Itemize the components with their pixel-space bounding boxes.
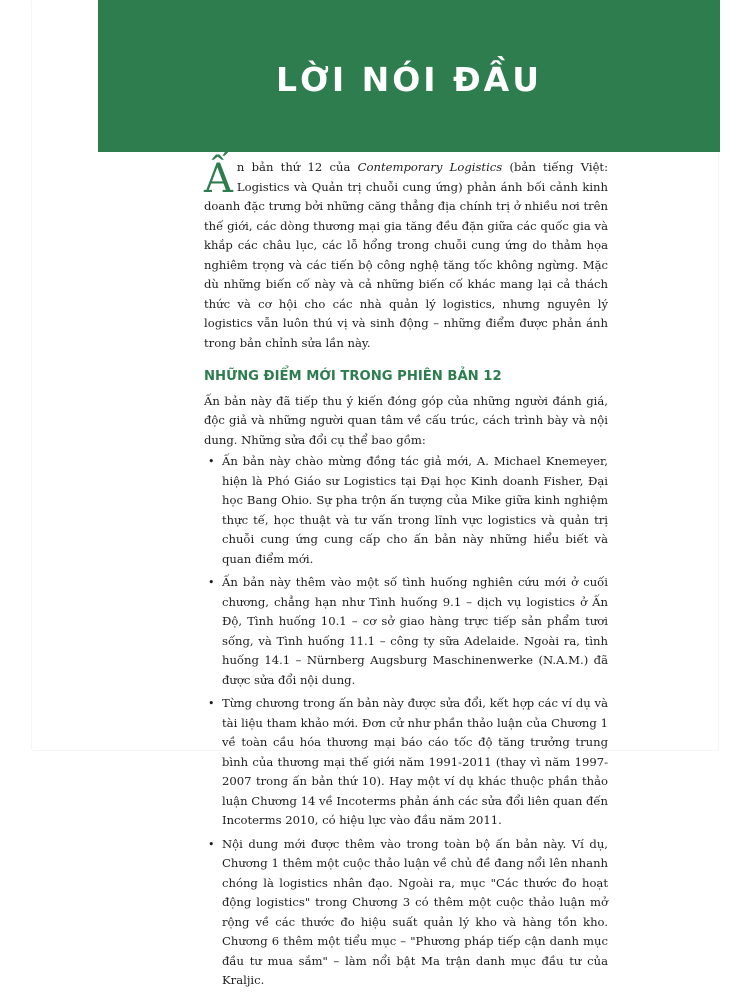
bullet-text: Ấn bản này chào mừng đồng tác giả mới, A. Michael Knemeyer, hiện là Phó Giáo sư Logistics tại Đại học Kinh doanh Fisher, Đại học Bang Ohio. Sự pha trộn ấn tượng của Mike giữa kinh nghiệm thực tế, học thuật và tư vấn trong lĩnh vực logistics và quản trị chuỗi cung ứng cung cấp cho ấn bản này những hiểu biết và quan điểm mới.: [222, 454, 608, 566]
section-intro-paragraph: Ấn bản này đã tiếp thu ý kiến đóng góp của những người đánh giá, độc giả và những người quan tâm về cấu trúc, cách trình bày và nội dung. Những sửa đổi cụ thể bao gồm:: [204, 393, 608, 447]
bullet-list: [204, 452, 608, 991]
bullet-icon: •: [208, 697, 215, 710]
bullet-icon: •: [208, 455, 215, 468]
book-title: Contemporary Logistics: [357, 160, 503, 174]
body-content: [204, 158, 608, 995]
intro-text-rest: (bản tiếng Việt: Logistics và Quản trị chuỗi cung ứng) phản ánh bối cảnh kinh doanh đặc trưng bởi những căng thẳng địa chính trị ở nhiều nơi trên thế giới, các dòng thương mại gia tăng đều đặn giữa các quốc gia và khắp các châu lục, các lỗ hổng trong chuỗi cung ứng do thảm họa nghiêm trọng và các tiến bộ công nghệ tăng tốc không ngừng. Mặc dù những biến cố này và cả những biến cố khác mang lại cả thách thức và cơ hội cho các nhà quản lý logistics, nhưng nguyên lý logistics vẫn luôn thú vị và sinh động – những điểm được phản ánh trong bản chỉnh sửa lần này.: [204, 160, 608, 350]
section-heading: NHỮNG ĐIỂM MỚI TRONG PHIÊN BẢN 12: [204, 369, 502, 384]
bullet-text: Ấn bản này thêm vào một số tình huống nghiên cứu mới ở cuối chương, chẳng hạn như Tình huống 9.1 – dịch vụ logistics ở Ấn Độ, Tình huống 10.1 – cơ sở giao hàng trực tiếp sản phẩm tươi sống, và Tình huống 11.1 – công ty sữa Adelaide. Ngoài ra, tình huống 14.1 – Nürnberg Augsburg Maschinenwerke (N.A.M.) đã được sửa đổi nội dung.: [222, 575, 608, 687]
drop-cap: Ấ: [204, 156, 233, 202]
bullet-icon: •: [208, 837, 215, 851]
title-banner: [98, 0, 720, 152]
intro-text-start: n bản thứ 12 của: [236, 160, 358, 174]
bullet-item: [208, 573, 608, 690]
bullet-item: [208, 835, 608, 991]
page-title: LỜI NÓI ĐẦU: [275, 60, 543, 99]
bullet-item: [208, 452, 608, 569]
bullet-icon: •: [208, 576, 215, 589]
bullet-text: Từng chương trong ấn bản này được sửa đổi, kết hợp các ví dụ và tài liệu tham khảo mới. Đơn cử như phần thảo luận của Chương 1 về toàn cầu hóa thương mại báo cáo tốc độ tăng trưởng trung bình của thương mại thế giới năm 1991-2011 (thay vì năm 1997-2007 trong ấn bản thứ 10). Hay một ví dụ khác thuộc phần thảo luận Chương 14 về Incoterms phản ánh các sửa đổi liên quan đến Incoterms 2010, có hiệu lực vào đầu năm 2011.: [222, 696, 609, 827]
book-page: [32, 0, 718, 987]
bullet-text: Nội dung mới được thêm vào trong toàn bộ ấn bản này. Ví dụ, Chương 1 thêm một cuộc thảo luận về chủ đề đang nổi lên nhanh chóng là logistics nhân đạo. Ngoài ra, mục "Các thước đo hoạt động logistics" trong Chương 3 có thêm một cuộc thảo luận mở rộng về các thước đo hiệu suất quản lý kho và hàng tồn kho. Chương 6 thêm một tiểu mục – "Phương pháp tiếp cận danh mục đầu tư mua sắm" – làm nổi bật Ma trận danh mục đầu tư của Kraljic.: [222, 836, 608, 987]
intro-paragraph: [204, 158, 608, 353]
bullet-item: [208, 694, 609, 831]
